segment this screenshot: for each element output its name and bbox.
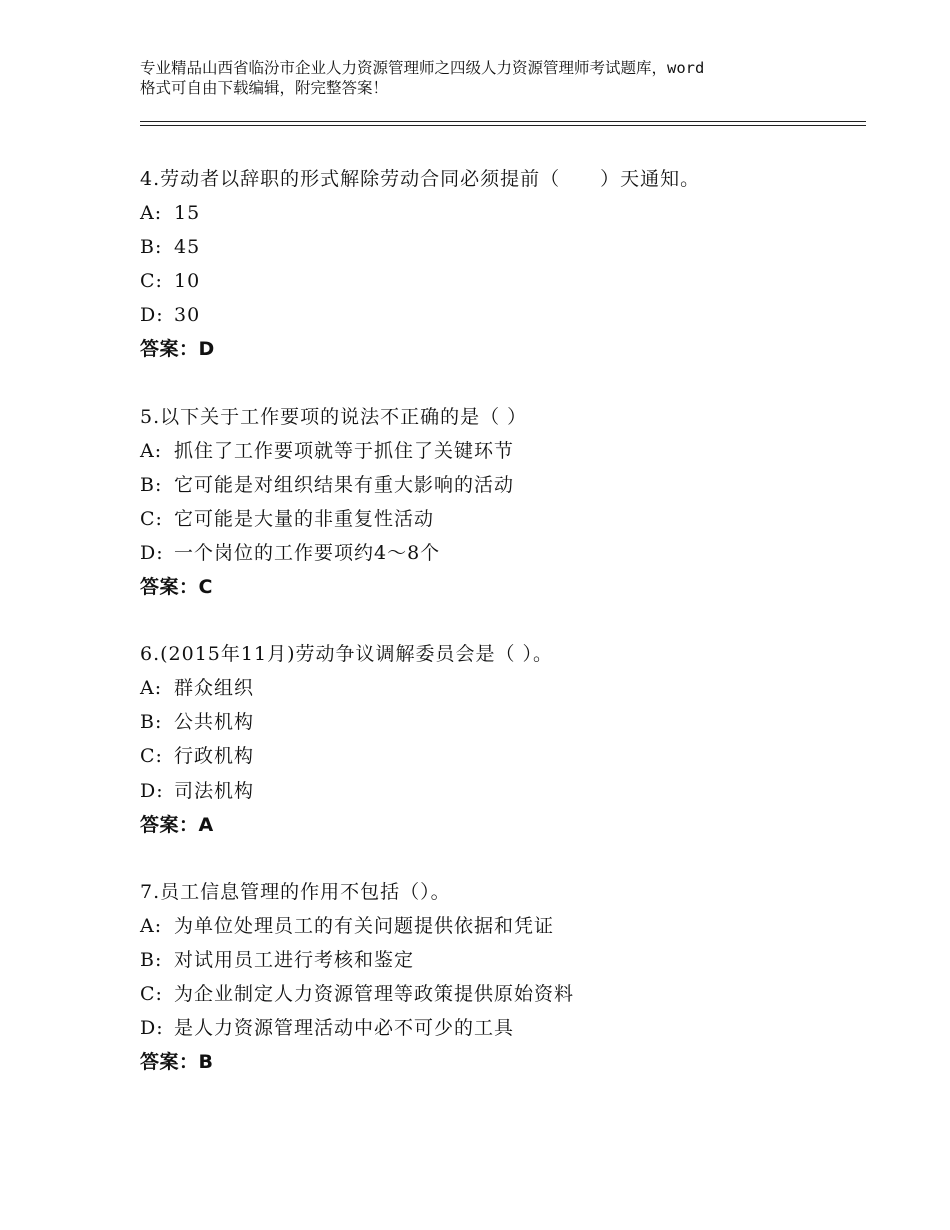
option-text: 一个岗位的工作要项约4～8个 bbox=[174, 541, 441, 564]
option-text: 行政机构 bbox=[174, 745, 255, 768]
header-divider-bottom bbox=[140, 125, 866, 126]
option-letter: B: bbox=[140, 473, 163, 496]
option-letter: A: bbox=[140, 202, 163, 225]
header-line-1: 专业精品山西省临汾市企业人力资源管理师之四级人力资源管理师考试题库，word bbox=[140, 59, 705, 77]
option-a bbox=[140, 909, 860, 943]
option-d bbox=[140, 298, 860, 332]
option-b bbox=[140, 230, 860, 264]
answer-label: 答案：A bbox=[140, 813, 214, 836]
option-letter: A: bbox=[140, 439, 163, 462]
question-7 bbox=[140, 875, 860, 1080]
question-list bbox=[140, 162, 860, 1112]
option-text: 45 bbox=[174, 236, 201, 259]
question-stem: 5.以下关于工作要项的说法不正确的是（ ） bbox=[140, 405, 528, 428]
question-stem: 4.劳动者以辞职的形式解除劳动合同必须提前（ ）天通知。 bbox=[140, 168, 701, 190]
option-letter: D: bbox=[140, 541, 164, 564]
option-text: 它可能是大量的非重复性活动 bbox=[174, 507, 435, 530]
option-letter: D: bbox=[140, 1017, 164, 1040]
option-letter: C: bbox=[140, 507, 163, 530]
option-d bbox=[140, 774, 860, 808]
option-letter: B: bbox=[140, 948, 163, 971]
option-text: 司法机构 bbox=[174, 779, 255, 802]
question-5 bbox=[140, 400, 860, 605]
option-letter: B: bbox=[140, 711, 163, 734]
option-text: 30 bbox=[174, 304, 201, 327]
option-letter: D: bbox=[140, 304, 164, 327]
option-c bbox=[140, 264, 860, 298]
option-text: 是人力资源管理活动中必不可少的工具 bbox=[174, 1017, 515, 1040]
option-b bbox=[140, 943, 860, 977]
question-4 bbox=[140, 162, 860, 367]
question-stem: 7.员工信息管理的作用不包括（）。 bbox=[140, 880, 451, 903]
option-b bbox=[140, 705, 860, 739]
option-c bbox=[140, 739, 860, 773]
option-text: 抓住了工作要项就等于抓住了关键环节 bbox=[174, 439, 515, 462]
option-text: 群众组织 bbox=[174, 677, 255, 700]
header-line-2: 格式可自由下载编辑，附完整答案！ bbox=[140, 79, 389, 97]
option-text: 为企业制定人力资源管理等政策提供原始资料 bbox=[174, 982, 575, 1005]
option-letter: B: bbox=[140, 236, 163, 259]
option-letter: A: bbox=[140, 677, 163, 700]
option-c bbox=[140, 977, 860, 1011]
answer-label: 答案：D bbox=[140, 338, 215, 361]
option-b bbox=[140, 468, 860, 502]
option-letter: C: bbox=[140, 982, 163, 1005]
option-letter: C: bbox=[140, 745, 163, 768]
option-text: 公共机构 bbox=[174, 711, 255, 734]
option-text: 它可能是对组织结果有重大影响的活动 bbox=[174, 473, 515, 496]
option-letter: A: bbox=[140, 914, 163, 937]
option-letter: D: bbox=[140, 779, 164, 802]
question-stem: 6.(2015年11月)劳动争议调解委员会是（ ）。 bbox=[140, 643, 554, 666]
answer-label: 答案：B bbox=[140, 1051, 214, 1074]
option-a bbox=[140, 671, 860, 705]
header-divider-top bbox=[140, 121, 866, 122]
option-text: 15 bbox=[174, 202, 201, 225]
option-a bbox=[140, 196, 860, 230]
option-d bbox=[140, 536, 860, 570]
answer-label: 答案：C bbox=[140, 576, 213, 599]
option-c bbox=[140, 502, 860, 536]
option-text: 10 bbox=[174, 270, 201, 293]
option-letter: C: bbox=[140, 270, 163, 293]
document-header bbox=[140, 58, 840, 98]
option-text: 对试用员工进行考核和鉴定 bbox=[174, 948, 415, 971]
option-d bbox=[140, 1011, 860, 1045]
option-a bbox=[140, 434, 860, 468]
option-text: 为单位处理员工的有关问题提供依据和凭证 bbox=[174, 914, 555, 937]
question-6 bbox=[140, 637, 860, 842]
